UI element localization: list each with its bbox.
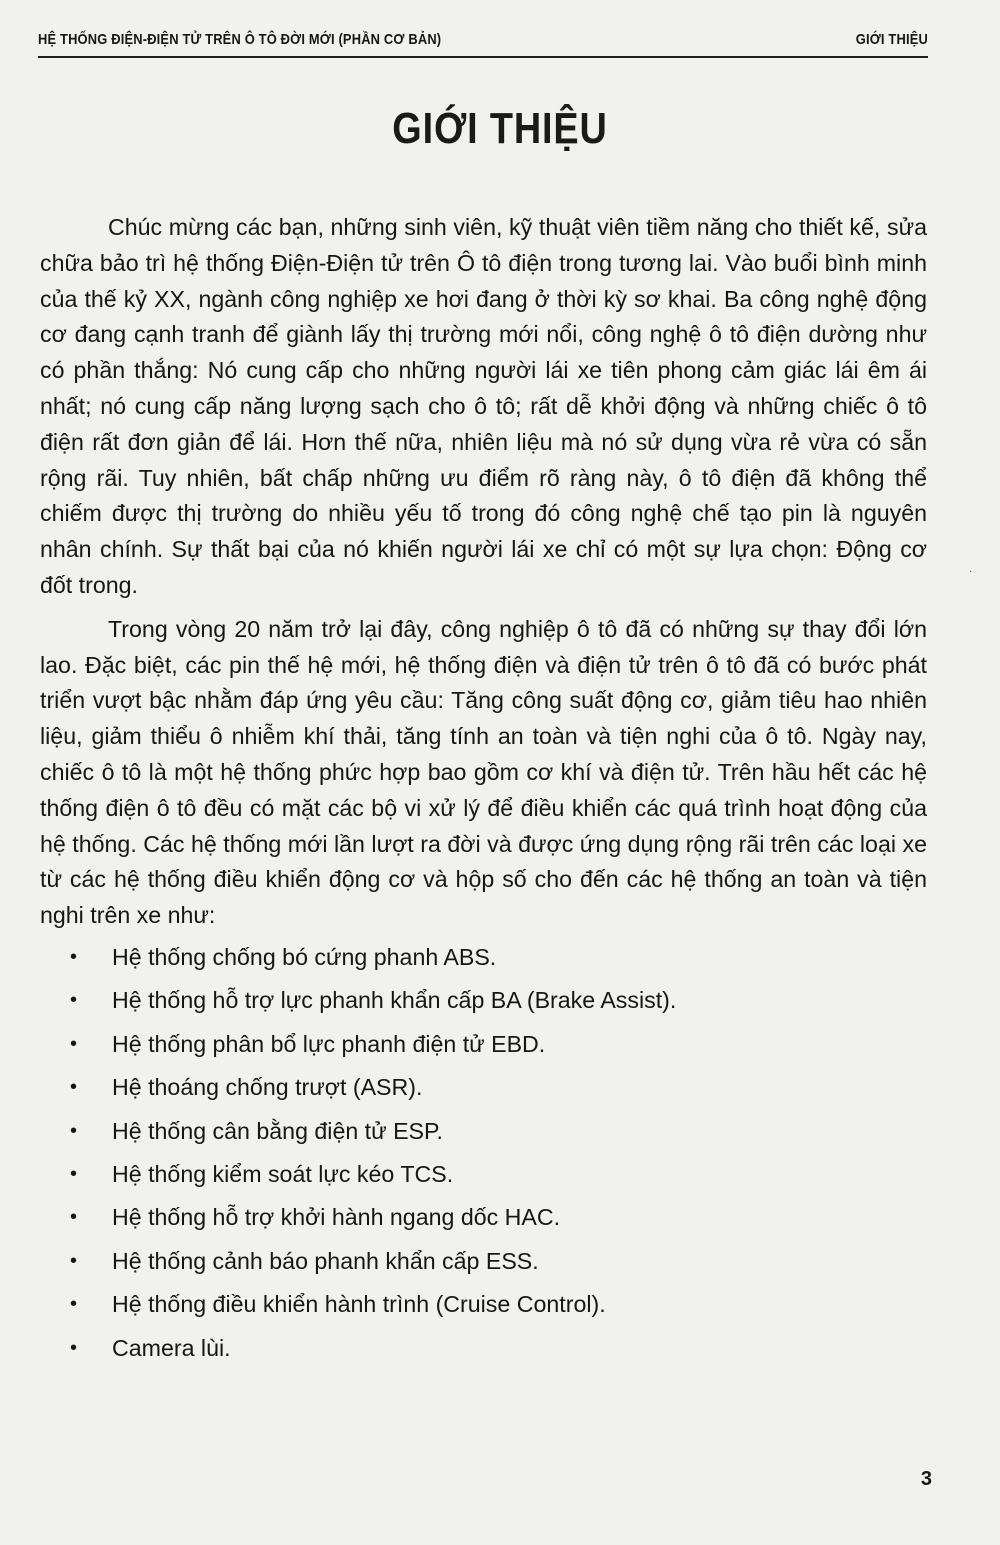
bullet-icon: • xyxy=(70,1206,78,1229)
intro-paragraph: Chúc mừng các bạn, những sinh viên, kỹ thuật viên tiềm năng cho thiết kế, sửa chữa bảo trì hệ thống Điện-Điện tử trên Ô tô điện trong tương lai. Vào buổi bình minh của thế kỷ XX, ngành công nghiệp xe hơi đang ở thời kỳ sơ khai. Ba công nghệ động cơ đang cạnh tranh để giành lấy thị trường mới nổi, công nghệ ô tô điện dường như có phần thắng: Nó cung cấp cho những người lái xe tiên phong cảm giác lái êm ái nhất; nó cung cấp năng lượng sạch cho ô tô; rất dễ khởi động và những chiếc ô tô điện rất đơn giản để lái. Hơn thế nữa, nhiên liệu mà nó sử dụng vừa rẻ vừa có sẵn rộng rãi. Tuy nhiên, bất chấp những ưu điểm rõ ràng này, ô tô điện đã không thể chiếm được thị trường do nhiều yếu tố trong đó công nghệ chế tạo pin là nguyên nhân chính. Sự thất bại của nó khiến người lái xe chỉ có một sự lựa chọn: Động cơ đốt trong. xyxy=(40,214,927,598)
ink-speck: · xyxy=(969,566,973,577)
bullet-icon: • xyxy=(70,1293,78,1316)
chapter-title: GIỚI THIỆU xyxy=(392,104,608,153)
list-item-text: Hệ thống chống bó cứng phanh ABS. xyxy=(112,943,497,970)
list-item-text: Hệ thống phân bổ lực phanh điện tử EBD. xyxy=(112,1030,546,1057)
bullet-icon: • xyxy=(70,945,78,968)
bullet-icon: • xyxy=(70,1336,78,1359)
list-item xyxy=(40,1066,927,1109)
list-item xyxy=(40,1153,927,1196)
book-title: HỆ THỐNG ĐIỆN-ĐIỆN TỬ TRÊN Ô TÔ ĐỜI MỚI (PHẦN CƠ BẢN) xyxy=(38,31,442,48)
page-body xyxy=(40,210,927,1370)
list-item xyxy=(40,1110,927,1153)
page-number: 3 xyxy=(920,1468,932,1490)
bullet-icon: • xyxy=(70,1032,78,1055)
list-item xyxy=(40,1196,927,1239)
list-item-text: Hệ thống hỗ trợ lực phanh khẩn cấp BA (Brake Assist). xyxy=(112,987,677,1014)
list-item-text: Hệ thống kiểm soát lực kéo TCS. xyxy=(112,1160,454,1187)
bullet-icon: • xyxy=(70,1076,78,1099)
list-item xyxy=(40,1023,927,1066)
list-item xyxy=(40,1240,927,1283)
list-item xyxy=(40,1327,927,1370)
feature-list xyxy=(40,936,927,1370)
list-item-text: Hệ thống cảnh báo phanh khẩn cấp ESS. xyxy=(112,1247,539,1274)
list-item-text: Hệ thống cân bằng điện tử ESP. xyxy=(112,1117,443,1144)
bullet-icon: • xyxy=(70,989,78,1012)
list-item xyxy=(40,936,927,979)
bullet-icon: • xyxy=(70,1249,78,1272)
list-item-text: Hệ thoáng chống trượt (ASR). xyxy=(112,1074,423,1101)
section-title: GIỚI THIỆU xyxy=(855,31,928,48)
list-item-text: Camera lùi. xyxy=(112,1334,231,1361)
list-item xyxy=(40,979,927,1022)
bullet-icon: • xyxy=(70,1119,78,1142)
development-paragraph: Trong vòng 20 năm trở lại đây, công nghiệp ô tô đã có những sự thay đổi lớn lao. Đặc biệt, các pin thế hệ mới, hệ thống điện và điện tử trên ô tô đã có bước phát triển vượt bậc nhằm đáp ứng yêu cầu: Tăng công suất động cơ, giảm tiêu hao nhiên liệu, giảm thiểu ô nhiễm khí thải, tăng tính an toàn và tiện nghi của ô tô. Ngày nay, chiếc ô tô là một hệ thống phức hợp bao gồm cơ khí và điện tử. Trên hầu hết các hệ thống điện ô tô đều có mặt các bộ vi xử lý để điều khiển các quá trình hoạt động của hệ thống. Các hệ thống mới lần lượt ra đời và được ứng dụng rộng rãi trên các loại xe từ các hệ thống điều khiển động cơ và hộp số cho đến các hệ thống an toàn và tiện nghi trên xe như: xyxy=(40,615,927,929)
list-item xyxy=(40,1283,927,1326)
bullet-icon: • xyxy=(70,1162,78,1185)
running-header xyxy=(38,26,928,58)
list-item-text: Hệ thống hỗ trợ khởi hành ngang dốc HAC. xyxy=(112,1204,561,1231)
list-item-text: Hệ thống điều khiển hành trình (Cruise Control). xyxy=(112,1291,606,1318)
